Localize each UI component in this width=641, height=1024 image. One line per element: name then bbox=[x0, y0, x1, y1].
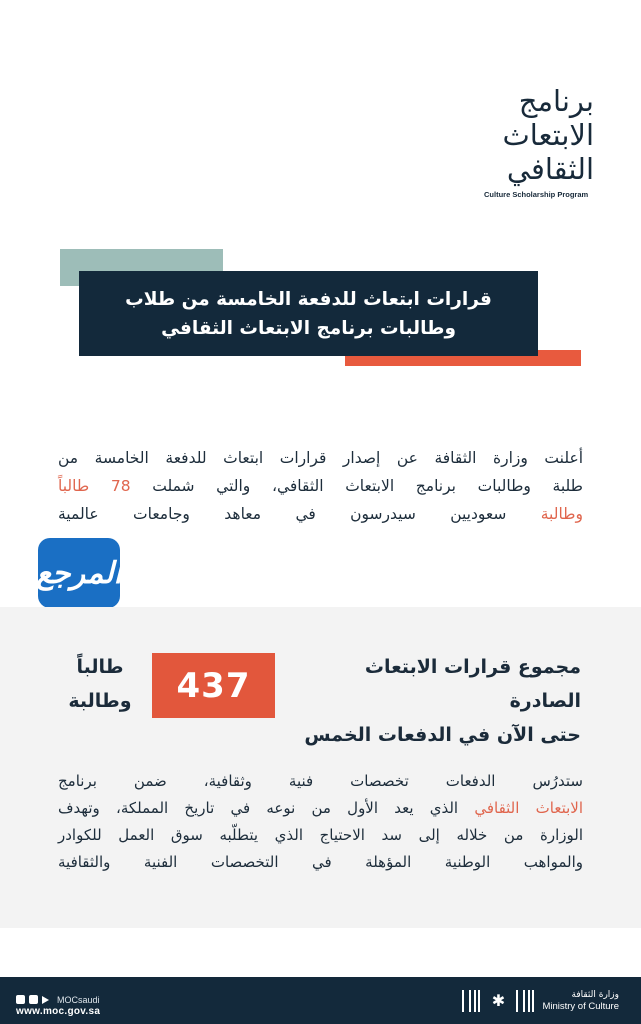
stat-unit-line-2: وطالبة bbox=[68, 690, 132, 712]
title-line-1: قرارات ابتعاث للدفعة الخامسة من طلاب bbox=[125, 288, 492, 310]
intro-line-3 bbox=[58, 500, 583, 528]
stat-label-line-1: مجموع قرارات الابتعاث الصادرة bbox=[364, 656, 581, 712]
ministry-name-en: Ministry of Culture bbox=[542, 1001, 619, 1012]
instagram-icon[interactable] bbox=[29, 995, 38, 1004]
emblem-bars-left-icon bbox=[462, 990, 480, 1012]
intro-line-1: أعلنت وزارة الثقافة عن إصدار قرارات ابتعاث للدفعة الخامسة من bbox=[58, 449, 583, 467]
description-line-1: ستدرُس الدفعات تخصصات فنية وثقافية، ضمن برنامج bbox=[58, 772, 583, 790]
ministry-emblem-icon bbox=[462, 989, 534, 1013]
program-name-highlight: الابتعاث الثقافي bbox=[474, 799, 583, 817]
emblem-bars-right-icon bbox=[516, 990, 534, 1012]
stat-number-box bbox=[152, 653, 275, 718]
stat-label bbox=[291, 650, 581, 752]
intro-line-2-text: طلبة وطالبات برنامج الابتعاث الثقافي، والتي شملت bbox=[130, 477, 584, 495]
twitter-icon[interactable] bbox=[16, 995, 25, 1004]
intro-line-2 bbox=[58, 472, 583, 500]
program-logo bbox=[454, 84, 594, 199]
description-line-2-text: الذي يعد الأول من نوعه في تاريخ المملكة، وتهدف bbox=[58, 799, 475, 817]
logo-english-name: Culture Scholarship Program bbox=[484, 190, 589, 199]
website-link[interactable]: www.moc.gov.sa bbox=[16, 1006, 101, 1017]
intro-paragraph bbox=[58, 444, 583, 528]
description-line-3: الوزارة من خلاله إلى سد الاحتياج الذي يتطلّبه سوق العمل للكوادر bbox=[58, 826, 583, 844]
palm-tree-icon: ✱ bbox=[491, 991, 506, 1010]
title-line-2: وطالبات برنامج الابتعاث الثقافي bbox=[161, 317, 456, 339]
ministry-name-ar: وزارة الثقافة bbox=[571, 990, 619, 1000]
stat-unit-line-1: طالباً bbox=[76, 656, 124, 678]
description-line-2 bbox=[58, 795, 583, 822]
student-count-highlight: 78 طالباً bbox=[58, 477, 131, 495]
stat-number: 437 bbox=[176, 665, 251, 706]
stat-unit bbox=[60, 650, 140, 718]
stat-label-line-2: حتى الآن في الدفعات الخمس bbox=[304, 724, 581, 746]
ministry-name bbox=[542, 990, 619, 1012]
student-count-highlight-2: وطالبة bbox=[540, 505, 583, 523]
youtube-icon[interactable] bbox=[42, 996, 49, 1004]
social-row bbox=[16, 994, 100, 1005]
watermark-logo bbox=[38, 538, 120, 608]
intro-line-3-text: سعوديين سيدرسون في معاهد وجامعات عالمية bbox=[58, 505, 541, 523]
footer bbox=[0, 977, 641, 1024]
logo-line-1: برنامج bbox=[518, 84, 594, 118]
ministry-logo bbox=[462, 989, 619, 1013]
watermark-text: المرجع bbox=[36, 555, 122, 591]
logo-line-2: الابتعاث bbox=[502, 118, 594, 152]
social-handle[interactable]: MOCsaudi bbox=[57, 994, 100, 1005]
logo-line-3: الثقافي bbox=[506, 152, 594, 186]
program-description bbox=[58, 768, 583, 876]
title-banner bbox=[79, 271, 538, 356]
description-line-4: والمواهب الوطنية المؤهلة في التخصصات الفنية والثقافية bbox=[58, 853, 583, 871]
footer-contact bbox=[16, 994, 100, 1017]
